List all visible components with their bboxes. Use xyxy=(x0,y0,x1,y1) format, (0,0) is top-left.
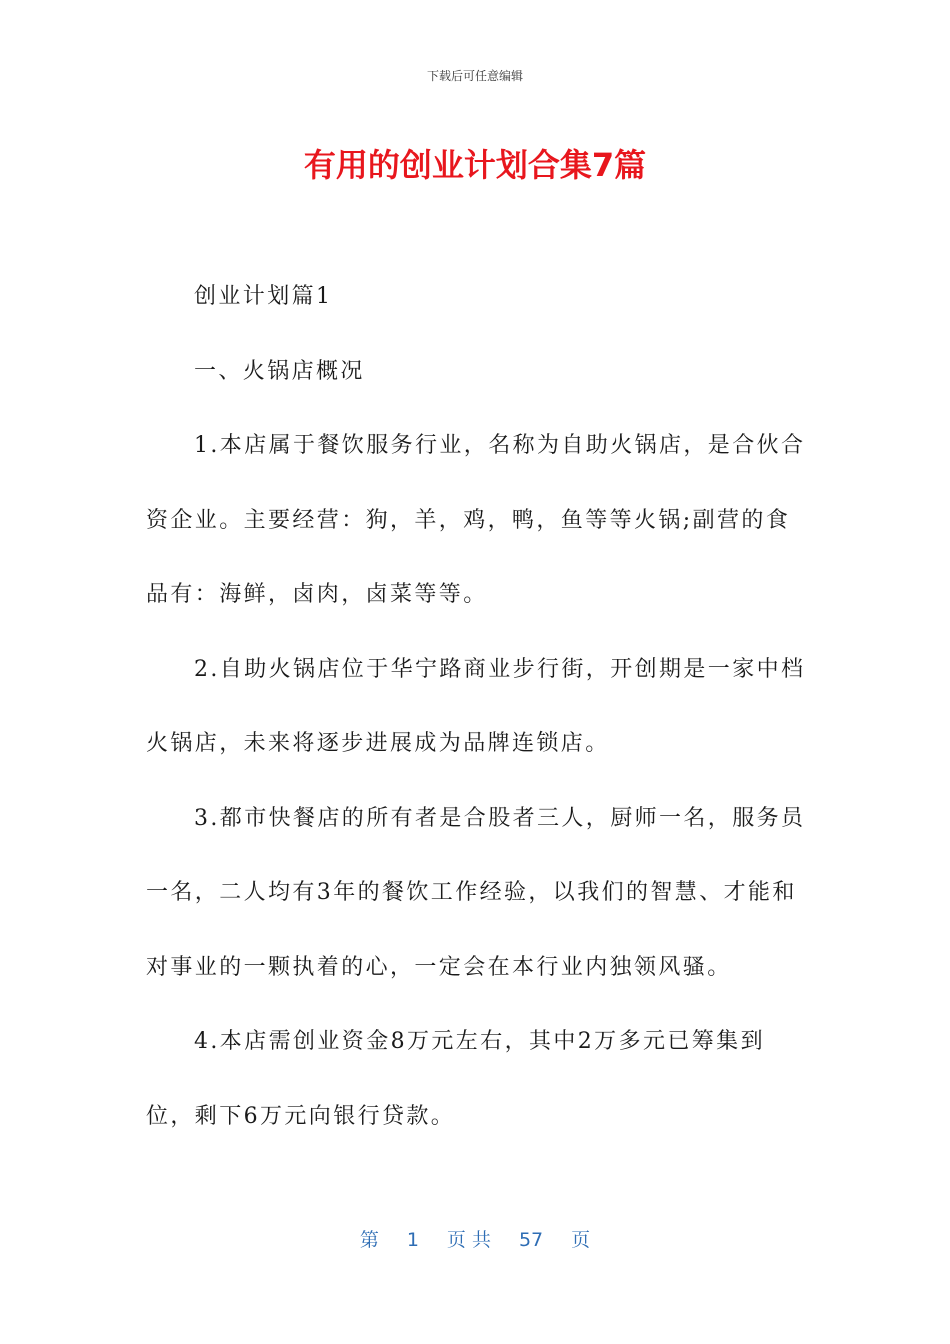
paragraph-6: 4.本店需创业资金8万元左右，其中2万多元已筹集到位，剩下6万元向银行贷款。 xyxy=(146,1029,765,1129)
paragraph-3: 1.本店属于餐饮服务行业，名称为自助火锅店，是合伙合资企业。主要经营：狗，羊，鸡，鸭，鱼等等火锅;副营的食品有：海鲜，卤肉，卤菜等等。 xyxy=(146,433,806,607)
footer-middle: 页 共 xyxy=(446,1229,491,1251)
document-title: 有用的创业计划合集7篇 xyxy=(303,146,647,184)
paragraph-5: 3.都市快餐店的所有者是合股者三人，厨师一名，服务员一名，二人均有3年的餐饮工作经验，以我们的智慧、才能和对事业的一颗执着的心，一定会在本行业内独领风骚。 xyxy=(146,805,806,980)
paragraph-1: 创业计划篇1 xyxy=(194,284,333,309)
document-body xyxy=(146,260,806,1154)
page-footer xyxy=(0,1225,950,1252)
footer-prefix: 第 xyxy=(359,1229,379,1251)
footer-page-number: 1 xyxy=(406,1229,419,1251)
paragraph-2: 一、火锅店概况 xyxy=(194,358,365,384)
footer-suffix: 页 xyxy=(571,1229,591,1251)
header-note: 下载后可任意编辑 xyxy=(426,69,523,83)
footer-total-pages: 57 xyxy=(518,1229,544,1251)
paragraph-4: 2.自助火锅店位于华宁路商业步行街，开创期是一家中档火锅店，未来将逐步进展成为品牌连锁店。 xyxy=(146,656,806,756)
